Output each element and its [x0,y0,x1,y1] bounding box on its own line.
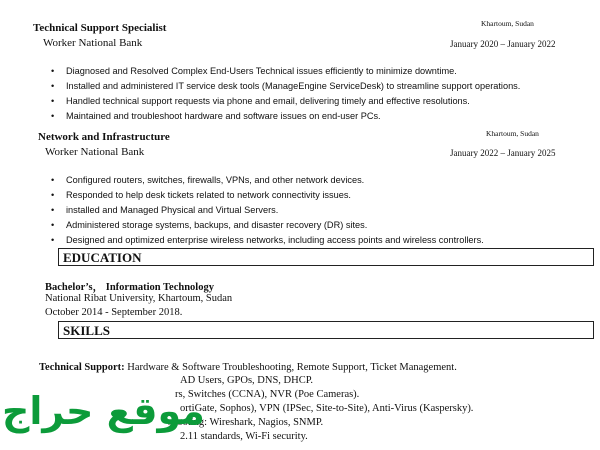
bullet-icon: • [51,190,55,200]
job-company: Worker National Bank [43,37,143,49]
job-dates: January 2022 – January 2025 [450,148,556,158]
education-dates: October 2014 - September 2018. [45,307,183,318]
list-item: • Diagnosed and Resolved Complex End-Users Technical issues efficiently to minimize downtime. [66,64,520,79]
bullet-icon: • [51,96,55,106]
education-school: National Ribat University, Khartoum, Sudan [45,293,233,304]
skill-line: AD Users, GPOs, DNS, DHCP. [180,375,314,386]
list-item: • Maintained and troubleshoot hardware and software issues on end-user PCs. [66,109,520,124]
list-item: • Administered storage systems, backups, and disaster recovery (DR) sites. [66,218,484,233]
skill-line: shooting: Wireshark, Nagios, SNMP. [168,417,324,428]
watermark-text: موقع حراج [2,389,205,433]
list-item: • Responded to help desk tickets related to network connectivity issues. [66,188,484,203]
job-company: Worker National Bank [45,146,145,158]
skill-line: ortiGate, Sophos), VPN (IPSec, Site-to-Site), Anti-Virus (Kaspersky). [180,403,474,414]
skills-list [39,361,457,375]
job-dates: January 2020 – January 2022 [450,39,556,49]
skill-line: Technical Support: Hardware & Software Troubleshooting, Remote Support, Ticket Management. [39,362,457,373]
job-bullets [51,173,484,248]
list-item: • Configured routers, switches, firewalls, VPNs, and other network devices. [66,173,484,188]
list-item: • installed and Managed Physical and Virtual Servers. [66,203,484,218]
section-heading-education: EDUCATION [58,248,594,266]
job-bullets [51,64,521,124]
skill-line: 2.11 standards, Wi-Fi security. [180,431,308,442]
watermark-logo [0,376,205,450]
education-degree: Bachelor’s， Information Technology [45,282,214,293]
skill-label: Technical Support: [39,362,125,373]
job-title: Network and Infrastructure [38,131,170,143]
skill-line: rs, Switches (CCNA), NVR (Poe Cameras). [175,389,360,400]
list-item: • Handled technical support requests via phone and email, delivering timely and effective resolutions. [66,94,520,109]
bullet-icon: • [51,205,55,215]
list-item: • Installed and administered IT service desk tools (ManageEngine ServiceDesk) to streamline support operations. [66,79,520,94]
bullet-icon: • [51,220,55,230]
job-location: Khartoum, Sudan [486,129,539,138]
bullet-icon: • [51,111,55,121]
list-item: • Designed and optimized enterprise wireless networks, including access points and wireless controllers. [66,233,484,248]
job-location: Khartoum, Sudan [481,19,534,28]
bullet-icon: • [51,235,55,245]
bullet-icon: • [51,175,55,185]
bullet-icon: • [51,66,55,76]
job-title: Technical Support Specialist [33,22,167,34]
bullet-icon: • [51,81,55,91]
section-heading-skills: SKILLS [58,321,594,339]
